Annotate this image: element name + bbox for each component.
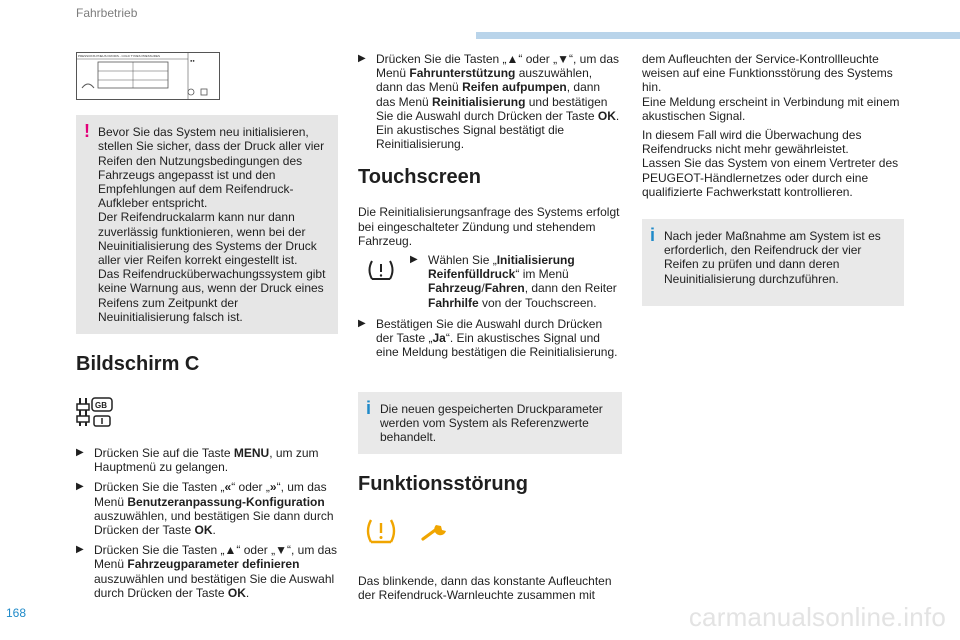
down-icon: ▼ bbox=[275, 543, 287, 558]
tyre-label-icon bbox=[76, 52, 220, 100]
step-text: Drücken Sie die Tasten „ bbox=[94, 543, 225, 558]
watermark: carmanualsonline.info bbox=[688, 602, 946, 632]
arrow-bullet-icon: ▶ bbox=[410, 254, 418, 266]
step-text: “ oder „ bbox=[518, 52, 558, 66]
fault-text: Das blinkende, dann das konstante Aufleuchten der Reifendruck-Warnleuchte zusammen mit bbox=[358, 574, 612, 603]
touchscreen-step-block bbox=[358, 253, 622, 313]
arrow-bullet-icon: ▶ bbox=[76, 447, 84, 459]
step-key: Ja bbox=[432, 331, 446, 346]
info-mark-icon: i bbox=[650, 225, 656, 246]
step-text: auszuwählen und bestätigen Sie die Auswahl durch Drücken der Taste bbox=[94, 571, 335, 600]
step-menu: Fahrunterstützung bbox=[409, 66, 516, 81]
double-left-icon: « bbox=[224, 480, 232, 495]
info-note-text: Nach jeder Maßnahme am System ist es erforderlich, den Reifendruck der vier Reifen zu prüfen und dann deren Neuinitialisierung durchzuführen. bbox=[664, 229, 881, 286]
step-menu: Reinitialisierung bbox=[432, 94, 526, 109]
bildschirm-c-step-1 bbox=[76, 446, 338, 474]
heading-bildschirm-c: Bildschirm C bbox=[76, 353, 200, 376]
fault-para-4: Lassen Sie das System von einem Vertreter des PEUGEOT-Händlernetzes oder durch eine qualifizierte Fachwerkstatt kontrollieren. bbox=[642, 156, 899, 199]
info-note-text: Die neuen gespeicherten Druckparameter werden vom System als Referenzwerte behandelt. bbox=[380, 401, 603, 445]
warning-note-text-1: Bevor Sie das System neu initialisieren, stellen Sie sicher, dass der Druck aller vier Reifen den Nutzungsbedingungen des Fahrzeugs angepasst ist und den Empfehlungen auf dem Reifendruck-Aufkleber entspricht. bbox=[98, 125, 325, 211]
step-key: OK bbox=[227, 585, 246, 600]
fault-para-1: dem Aufleuchten der Service-Kontrollleuchte weisen auf eine Funktionsstörung des Systems hin. bbox=[642, 52, 893, 95]
info-mark-icon: i bbox=[366, 397, 372, 418]
double-right-icon: » bbox=[269, 480, 277, 495]
heading-funktionsstoerung: Funktionsstörung bbox=[358, 473, 528, 496]
warning-mark-icon: ! bbox=[84, 121, 90, 142]
down-icon: ▼ bbox=[557, 52, 569, 66]
heading-touchscreen: Touchscreen bbox=[358, 166, 481, 189]
section-title: Fahrbetrieb bbox=[76, 6, 138, 20]
bildschirm-c-step-3 bbox=[76, 543, 338, 600]
step-menu: Fahrzeug bbox=[428, 281, 482, 296]
arrow-bullet-icon: ▶ bbox=[358, 53, 366, 64]
step-text: “, um das Menü bbox=[94, 480, 327, 509]
fault-para-3: In diesem Fall wird die Überwachung des Reifendrucks nicht mehr gewährleistet. bbox=[642, 128, 862, 157]
column-middle bbox=[358, 52, 622, 608]
step-menu: Reifen aufpumpen bbox=[462, 80, 567, 95]
header-bar bbox=[476, 32, 960, 39]
step-text: Drücken Sie auf die Taste bbox=[94, 446, 234, 461]
step-text: Wählen Sie „ bbox=[428, 253, 497, 268]
warning-note-text-3: Das Reifendrucküberwachungssystem gibt keine Warnung aus, wenn der Druck eines Reifens zum Zeitpunkt der Neuinitialisierung falsch ist. bbox=[98, 267, 326, 324]
fault-para-2: Eine Meldung erscheint in Verbindung mit einem akustischen Signal. bbox=[642, 94, 900, 123]
step-text: von der Touchscreen. bbox=[478, 295, 597, 310]
step-text: , dann den Reiter bbox=[524, 281, 617, 296]
step-key: OK bbox=[194, 523, 213, 538]
service-wrench-icon bbox=[420, 522, 450, 542]
svg-text:●●: ●● bbox=[190, 58, 195, 63]
step-menu: Benutzeranpassung-Konfiguration bbox=[127, 494, 325, 509]
step-text: , dann das Menü bbox=[376, 80, 601, 109]
confirm-step bbox=[358, 317, 622, 360]
fahrunterstuetzung-step bbox=[358, 52, 622, 151]
arrow-bullet-icon: ▶ bbox=[358, 318, 366, 330]
fault-icons bbox=[358, 518, 622, 554]
step-menu: Fahrzeugparameter definieren bbox=[127, 557, 300, 572]
step-menu: Fahrhilfe bbox=[428, 295, 479, 310]
step-text: “, um das Menü bbox=[376, 52, 619, 81]
step-text: “ im Menü bbox=[515, 267, 569, 282]
touchscreen-tyre-icon bbox=[368, 259, 394, 281]
up-icon: ▲ bbox=[224, 543, 237, 558]
arrow-bullet-icon: ▶ bbox=[76, 544, 84, 556]
step-text: auszuwählen, dann das Menü bbox=[376, 66, 593, 95]
step-text: “, um das Menü bbox=[94, 543, 337, 572]
bildschirm-c-step-2 bbox=[76, 480, 338, 537]
step-menu: Initialisierung Reifenfülldruck bbox=[428, 253, 575, 282]
tyre-warning-icon bbox=[366, 518, 396, 544]
step-text: . bbox=[245, 585, 250, 600]
step-text: “ oder „ bbox=[231, 480, 270, 495]
screen-c-icon bbox=[76, 392, 338, 434]
info-note-after-action bbox=[642, 219, 904, 306]
page-number: 168 bbox=[6, 606, 27, 620]
step-text: Bestätigen Sie die Auswahl durch Drücken der Taste „ bbox=[376, 317, 603, 346]
step-text: “. Ein akustisches Signal und eine Meldung bestätigen die Reinitialisierung. bbox=[376, 331, 618, 360]
label-header-text: PRESSIONS PNEUS FROIDS - COLD TYRES PRESSURES bbox=[78, 54, 160, 58]
up-icon: ▲ bbox=[506, 52, 519, 66]
step-text: Drücken Sie die Tasten „ bbox=[94, 480, 225, 495]
step-key: OK bbox=[597, 108, 616, 123]
step-text: . bbox=[212, 523, 216, 538]
step-text: und bestätigen Sie die Auswahl durch Drücken der Taste bbox=[376, 94, 608, 123]
screen-c-gb-label: GB bbox=[95, 401, 107, 411]
step-text: . Ein akustisches Signal bestätigt die Reinitialisierung. bbox=[376, 108, 620, 152]
step-text: auszuwählen, und bestätigen Sie dann durch Drücken der Taste bbox=[94, 508, 334, 538]
step-key: MENU bbox=[233, 446, 270, 461]
column-left bbox=[76, 52, 338, 606]
step-text: Drücken Sie die Tasten „ bbox=[376, 52, 507, 66]
arrow-bullet-icon: ▶ bbox=[76, 481, 84, 493]
step-text: “ oder „ bbox=[236, 543, 276, 558]
touchscreen-intro: Die Reinitialisierungsanfrage des Systems erfolgt bei eingeschalteter Zündung und stehendem Fahrzeug. bbox=[358, 205, 620, 248]
step-text: , um zum Hauptmenü zu gelangen. bbox=[94, 446, 319, 475]
step-text: / bbox=[481, 281, 485, 296]
warning-note-text-2: Der Reifendruckalarm kann nur dann zuverlässig funktionieren, wenn bei der Neuinitialisierung des Systems der Druck aller vier Reifen korrekt eingestellt ist. bbox=[98, 210, 317, 268]
step-menu: Fahren bbox=[484, 281, 525, 296]
column-right bbox=[642, 52, 904, 318]
warning-note bbox=[76, 115, 338, 334]
info-note-reference bbox=[358, 392, 622, 455]
touchscreen-step bbox=[410, 253, 622, 310]
